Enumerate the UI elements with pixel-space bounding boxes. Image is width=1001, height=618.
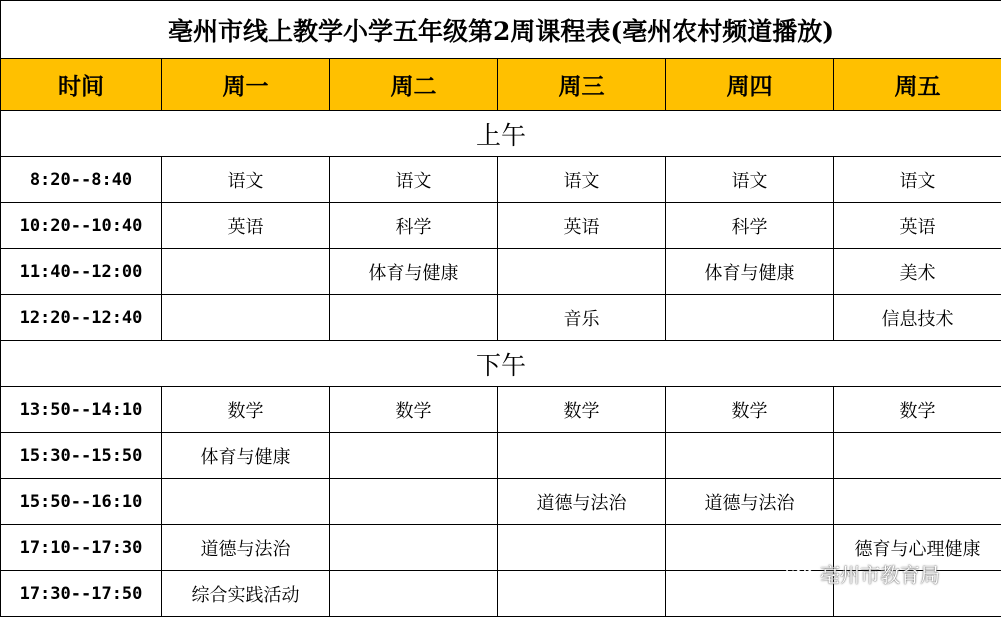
course-cell-thursday — [666, 433, 834, 479]
section-row — [1, 111, 1001, 157]
course-cell-thursday: 语文 — [666, 157, 834, 203]
course-cell-friday: 语文 — [834, 157, 1001, 203]
course-cell-friday: 美术 — [834, 249, 1001, 295]
course-cell-thursday: 道德与法治 — [666, 479, 834, 525]
course-cell-friday: 数学 — [834, 387, 1001, 433]
course-cell-friday — [834, 479, 1001, 525]
table-row — [1, 479, 1001, 525]
watermark-text: 亳州市教育局 — [820, 562, 940, 587]
course-cell-friday — [834, 433, 1001, 479]
course-cell-wednesday: 道德与法治 — [498, 479, 666, 525]
course-cell-friday: 德育与心理健康 — [834, 525, 1001, 571]
table-row — [1, 433, 1001, 479]
course-cell-monday: 体育与健康 — [162, 433, 330, 479]
course-cell-tuesday: 语文 — [330, 157, 498, 203]
course-cell-wednesday — [498, 433, 666, 479]
time-cell: 10:20--10:40 — [1, 203, 162, 249]
header-thursday: 周四 — [666, 59, 834, 111]
course-cell-wednesday: 英语 — [498, 203, 666, 249]
course-cell-thursday — [666, 525, 834, 571]
table-row — [1, 157, 1001, 203]
table-row — [1, 203, 1001, 249]
course-cell-wednesday — [498, 571, 666, 617]
table-row — [1, 571, 1001, 617]
table-title: 亳州市线上教学小学五年级第2周课程表(亳州农村频道播放) — [1, 1, 1001, 59]
header-monday: 周一 — [162, 59, 330, 111]
course-cell-monday: 数学 — [162, 387, 330, 433]
course-cell-wednesday: 音乐 — [498, 295, 666, 341]
header-friday: 周五 — [834, 59, 1001, 111]
section-label: 下午 — [1, 341, 1001, 387]
course-cell-tuesday — [330, 433, 498, 479]
course-cell-monday — [162, 249, 330, 295]
table-row — [1, 249, 1001, 295]
title-row — [1, 1, 1001, 59]
course-cell-tuesday: 体育与健康 — [330, 249, 498, 295]
time-cell: 17:30--17:50 — [1, 571, 162, 617]
time-cell: 11:40--12:00 — [1, 249, 162, 295]
header-time: 时间 — [1, 59, 162, 111]
header-tuesday: 周二 — [330, 59, 498, 111]
course-cell-tuesday — [330, 571, 498, 617]
table-row — [1, 525, 1001, 571]
course-cell-thursday: 科学 — [666, 203, 834, 249]
section-label: 上午 — [1, 111, 1001, 157]
course-cell-friday: 信息技术 — [834, 295, 1001, 341]
time-cell: 12:20--12:40 — [1, 295, 162, 341]
course-cell-tuesday: 数学 — [330, 387, 498, 433]
section-row — [1, 341, 1001, 387]
table-row — [1, 295, 1001, 341]
course-cell-tuesday: 科学 — [330, 203, 498, 249]
course-cell-friday: 英语 — [834, 203, 1001, 249]
header-wednesday: 周三 — [498, 59, 666, 111]
time-cell: 15:50--16:10 — [1, 479, 162, 525]
course-cell-tuesday — [330, 479, 498, 525]
time-cell: 13:50--14:10 — [1, 387, 162, 433]
course-cell-monday: 语文 — [162, 157, 330, 203]
course-cell-wednesday: 语文 — [498, 157, 666, 203]
course-cell-monday — [162, 479, 330, 525]
table-row — [1, 387, 1001, 433]
course-cell-monday: 英语 — [162, 203, 330, 249]
time-cell: 15:30--15:50 — [1, 433, 162, 479]
time-cell: 17:10--17:30 — [1, 525, 162, 571]
course-cell-thursday: 体育与健康 — [666, 249, 834, 295]
course-cell-wednesday: 数学 — [498, 387, 666, 433]
course-cell-wednesday — [498, 249, 666, 295]
course-cell-tuesday — [330, 295, 498, 341]
course-cell-friday — [834, 571, 1001, 617]
course-cell-wednesday — [498, 525, 666, 571]
course-cell-thursday — [666, 571, 834, 617]
course-cell-thursday — [666, 295, 834, 341]
header-row — [1, 59, 1001, 111]
time-cell: 8:20--8:40 — [1, 157, 162, 203]
course-cell-monday: 道德与法治 — [162, 525, 330, 571]
course-cell-monday: 综合实践活动 — [162, 571, 330, 617]
course-cell-tuesday — [330, 525, 498, 571]
course-cell-monday — [162, 295, 330, 341]
course-cell-thursday: 数学 — [666, 387, 834, 433]
